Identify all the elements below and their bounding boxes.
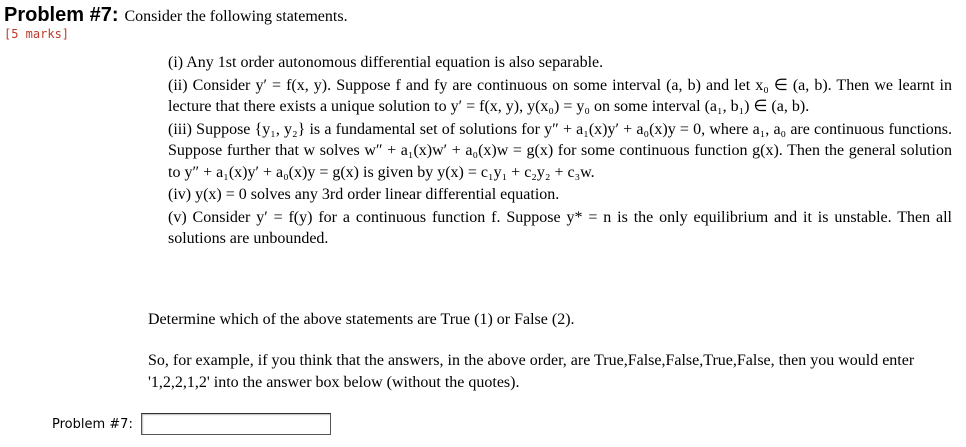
problem-header (4, 4, 348, 27)
answer-label: Problem #7: (52, 416, 133, 432)
statement-iv: (iv) y(x) = 0 solves any 3rd order linear differential equation. (168, 186, 560, 203)
problem-title: Problem #7: (4, 4, 119, 26)
statements-list (168, 52, 952, 251)
determine-instruction: Determine which of the above statements are True (1) or False (2). (148, 311, 575, 328)
statement-i: (i) Any 1st order autonomous differential equation is also separable. (168, 54, 604, 71)
answer-input[interactable] (141, 413, 331, 435)
marks-label: [5 marks] (4, 27, 70, 41)
answer-row (52, 413, 331, 435)
statement-iii: (iii) Suppose {y₁, y₂} is a fundamental set of solutions for y″ + a₁(x)y′ + a₀(x)y = 0, where a₁, a₀ are continuous functions. Suppose further that w solves w″ + a₁(x)w′ + a₀(x)w = g(x) for some continuous function g(x). Then the general solution to y″ + a₁(x)y′ + a₀(x)y = g(x) is given by y(x) = c₁y₁ + c₂y₂ + c₃w. (168, 120, 952, 181)
statement-ii: (ii) Consider y′ = f(x, y). Suppose f and fy are continuous on some interval (a, b) and let x₀ ∈ (a, b). Then we learnt in lecture that there exists a unique solution to y′ = f(x, y), y(x₀) = y₀ on some interval (a₁, b₁) ∈ (a, b). (168, 76, 952, 115)
example-instruction: So, for example, if you think that the answers, in the above order, are True,False,False,True,False, then you would enter '1,2,2,1,2' into the answer box below (without the quotes). (148, 352, 915, 391)
problem-intro: Consider the following statements. (124, 8, 348, 25)
statement-v: (v) Consider y′ = f(y) for a continuous function f. Suppose y* = n is the only equilibrium and it is unstable. Then all solutions are unbounded. (168, 208, 952, 247)
